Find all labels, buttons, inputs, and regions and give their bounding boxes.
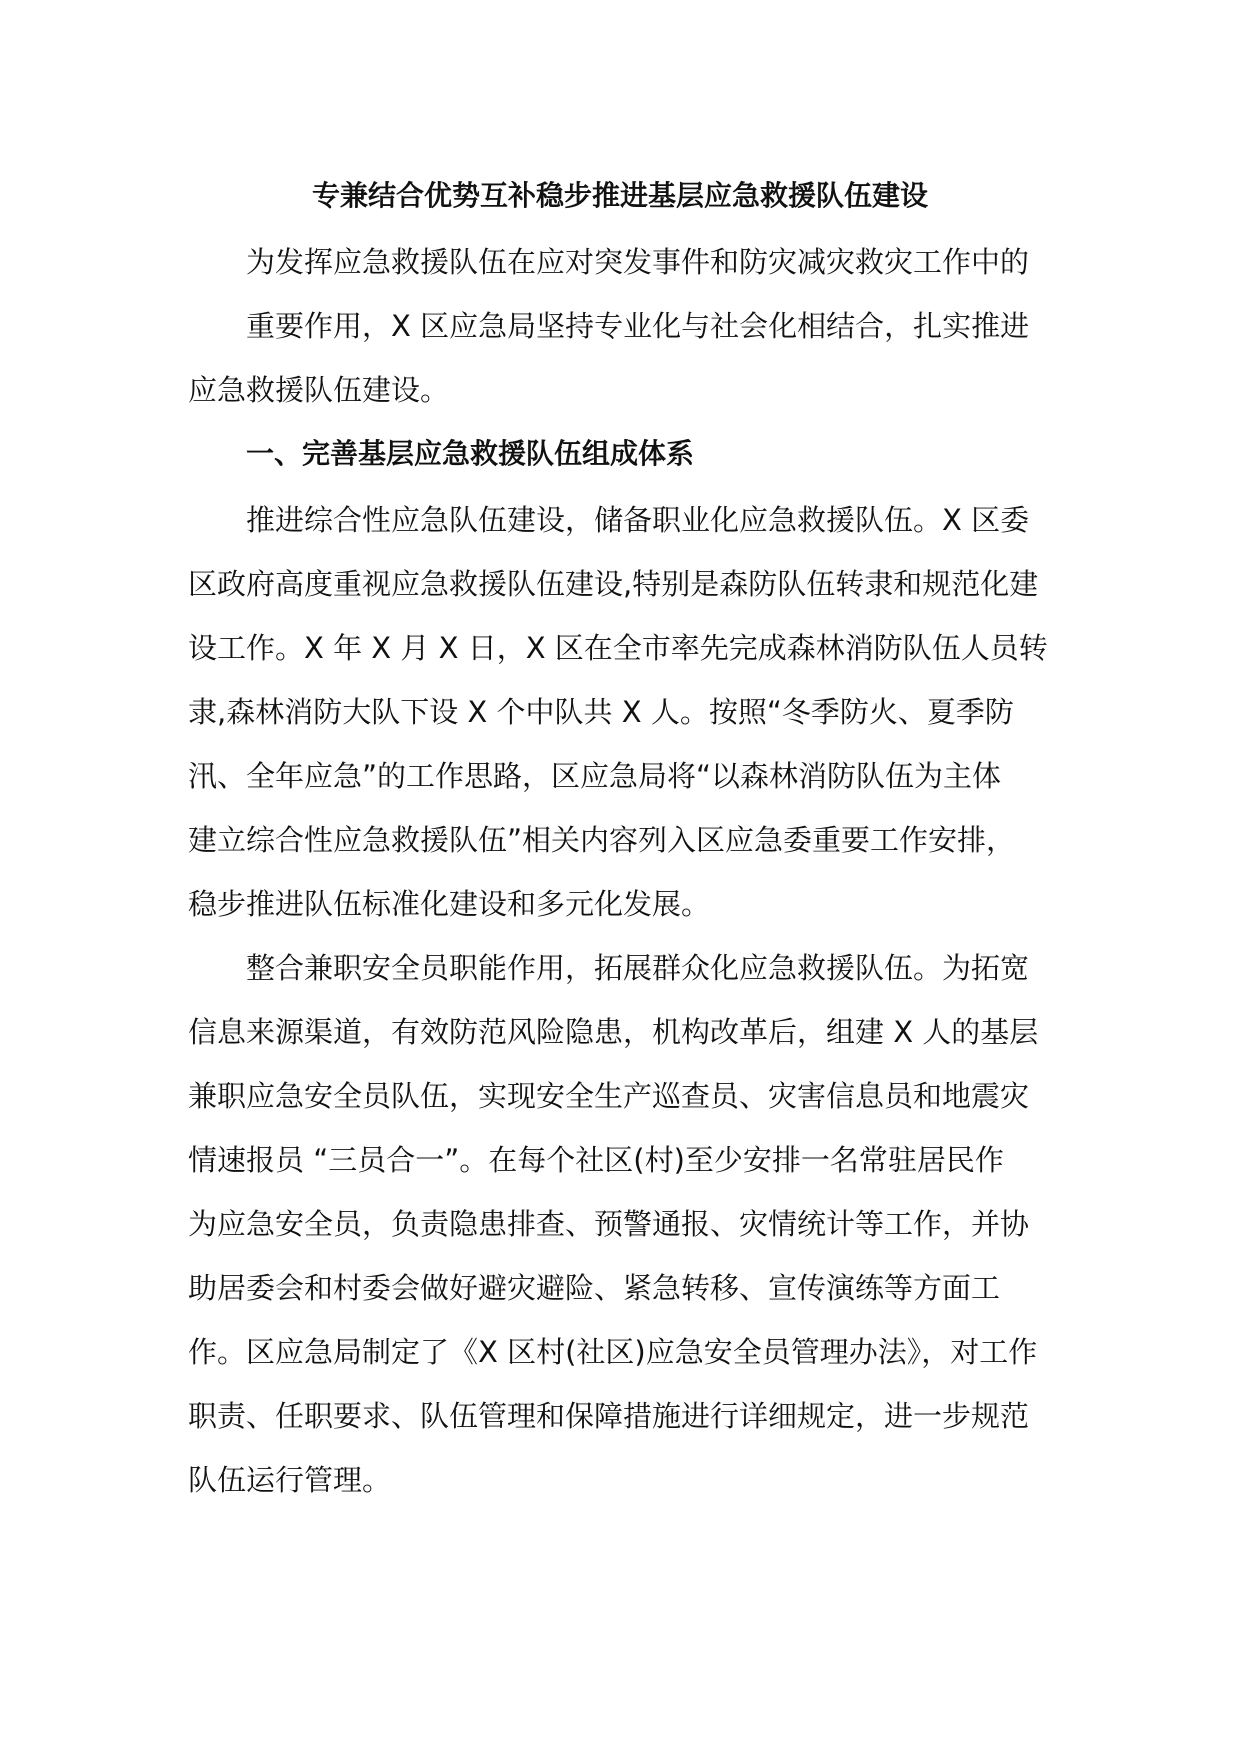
- intro-line: 为发挥应急救援队伍在应对突发事件和防灾减灾救灾工作中的: [246, 245, 1030, 279]
- paragraph-line: 推进综合性应急队伍建设，储备职业化应急救援队伍。X 区委: [246, 503, 1030, 537]
- paragraph-line: 作。区应急局制定了《X 区村(社区)应急安全员管理办法》，对工作: [188, 1335, 1038, 1369]
- paragraph-line: 职责、任职要求、队伍管理和保障措施进行详细规定，进一步规范: [188, 1399, 1030, 1433]
- intro-line: 重要作用，X 区应急局坚持专业化与社会化相结合，扎实推进: [246, 309, 1030, 343]
- section-heading: 一、完善基层应急救援队伍组成体系: [246, 437, 695, 470]
- document-title: 专兼结合优势互补稳步推进基层应急救援队伍建设: [311, 179, 928, 212]
- paragraph-line: 兼职应急安全员队伍，实现安全生产巡查员、灾害信息员和地震灾: [188, 1079, 1030, 1113]
- paragraph-line: 信息来源渠道，有效防范风险隐患，机构改革后，组建 X 人的基层: [188, 1015, 1039, 1049]
- paragraph-line: 设工作。X 年 X 月 X 日，X 区在全市率先完成森林消防队伍人员转: [188, 631, 1048, 665]
- paragraph-line: 助居委会和村委会做好避灾避险、紧急转移、宣传演练等方面工: [188, 1271, 1001, 1305]
- paragraph-line: 建立综合性应急救援队伍”相关内容列入区应急委重要工作安排，: [188, 823, 1016, 857]
- paragraph-line: 稳步推进队伍标准化建设和多元化发展。: [188, 887, 711, 921]
- paragraph-line: 为应急安全员，负责隐患排查、预警通报、灾情统计等工作，并协: [188, 1207, 1030, 1241]
- intro-line: 应急救援队伍建设。: [188, 373, 450, 407]
- paragraph-line: 隶,森林消防大队下设 X 个中队共 X 人。按照“冬季防火、夏季防: [188, 695, 1014, 729]
- paragraph-line: 汛、全年应急”的工作思路，区应急局将“以森林消防队伍为主体: [188, 759, 1002, 793]
- paragraph-line: 队伍运行管理。: [188, 1463, 392, 1497]
- paragraph-line: 情速报员 “三员合一”。在每个社区(村)至少安排一名常驻居民作: [188, 1143, 1004, 1177]
- paragraph-line: 区政府高度重视应急救援队伍建设,特别是森防队伍转隶和规范化建: [188, 567, 1039, 601]
- paragraph-line: 整合兼职安全员职能作用，拓展群众化应急救援队伍。为拓宽: [246, 951, 1030, 985]
